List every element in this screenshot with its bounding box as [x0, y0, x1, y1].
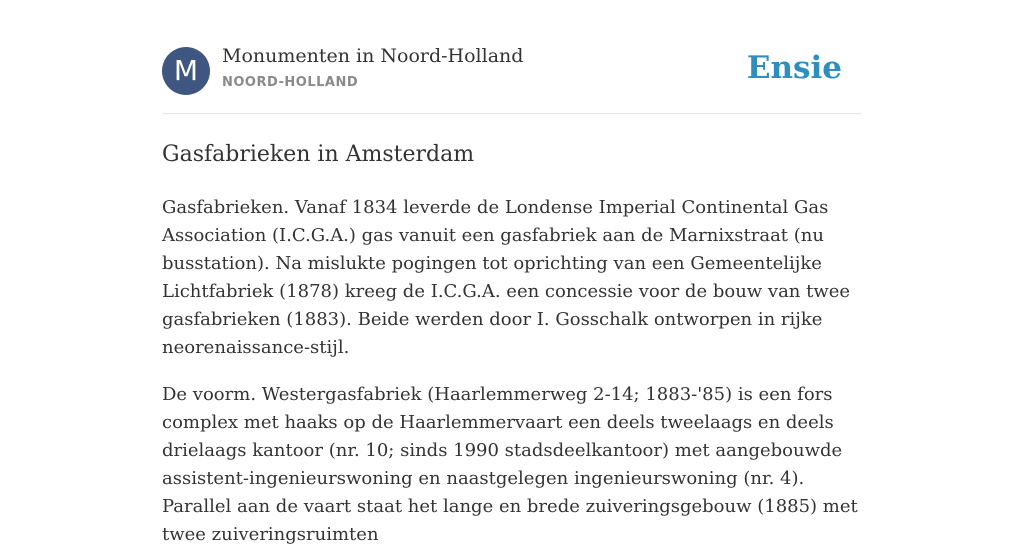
article-title: Gasfabrieken in Amsterdam — [162, 142, 475, 167]
article-paragraph-1: Gasfabrieken. Vanaf 1834 leverde de Londense Imperial Continental Gas Association (I.C.G.A.) gas vanuit een gasfabriek aan de Marnixstraat (nu busstation). Na mislukte pogingen tot oprichting van een Gemeentelijke Lichtfabriek (1878) kreeg de I.C.G.A. een concessie voor de bouw van twee gasfabrieken (1883). Beide werden door I. Gosschalk ontworpen in rijke neorenaissance-stijl. — [162, 197, 851, 358]
source-title-link[interactable]: Monumenten in Noord-Holland — [222, 45, 524, 67]
brand-logo[interactable]: Ensie — [746, 50, 842, 86]
content-container — [162, 0, 862, 549]
header — [162, 0, 862, 114]
source-subtitle: NOORD-HOLLAND — [222, 75, 359, 90]
avatar[interactable]: M — [162, 47, 210, 95]
article-paragraph-2: De voorm. Westergasfabriek (Haarlemmerweg 2-14; 1883-'85) is een fors complex met haaks op de Haarlemmervaart een deels tweelaags en deels drielaags kantoor (nr. 10; sinds 1990 stadsdeelkantoor) met aangebouwde assistent-ingenieurswoning en naastgelegen ingenieurswoning (nr. 4). Parallel aan de vaart staat het lange en brede zuiveringsgebouw (1885) met twee zuiveringsruimten — [162, 384, 858, 545]
